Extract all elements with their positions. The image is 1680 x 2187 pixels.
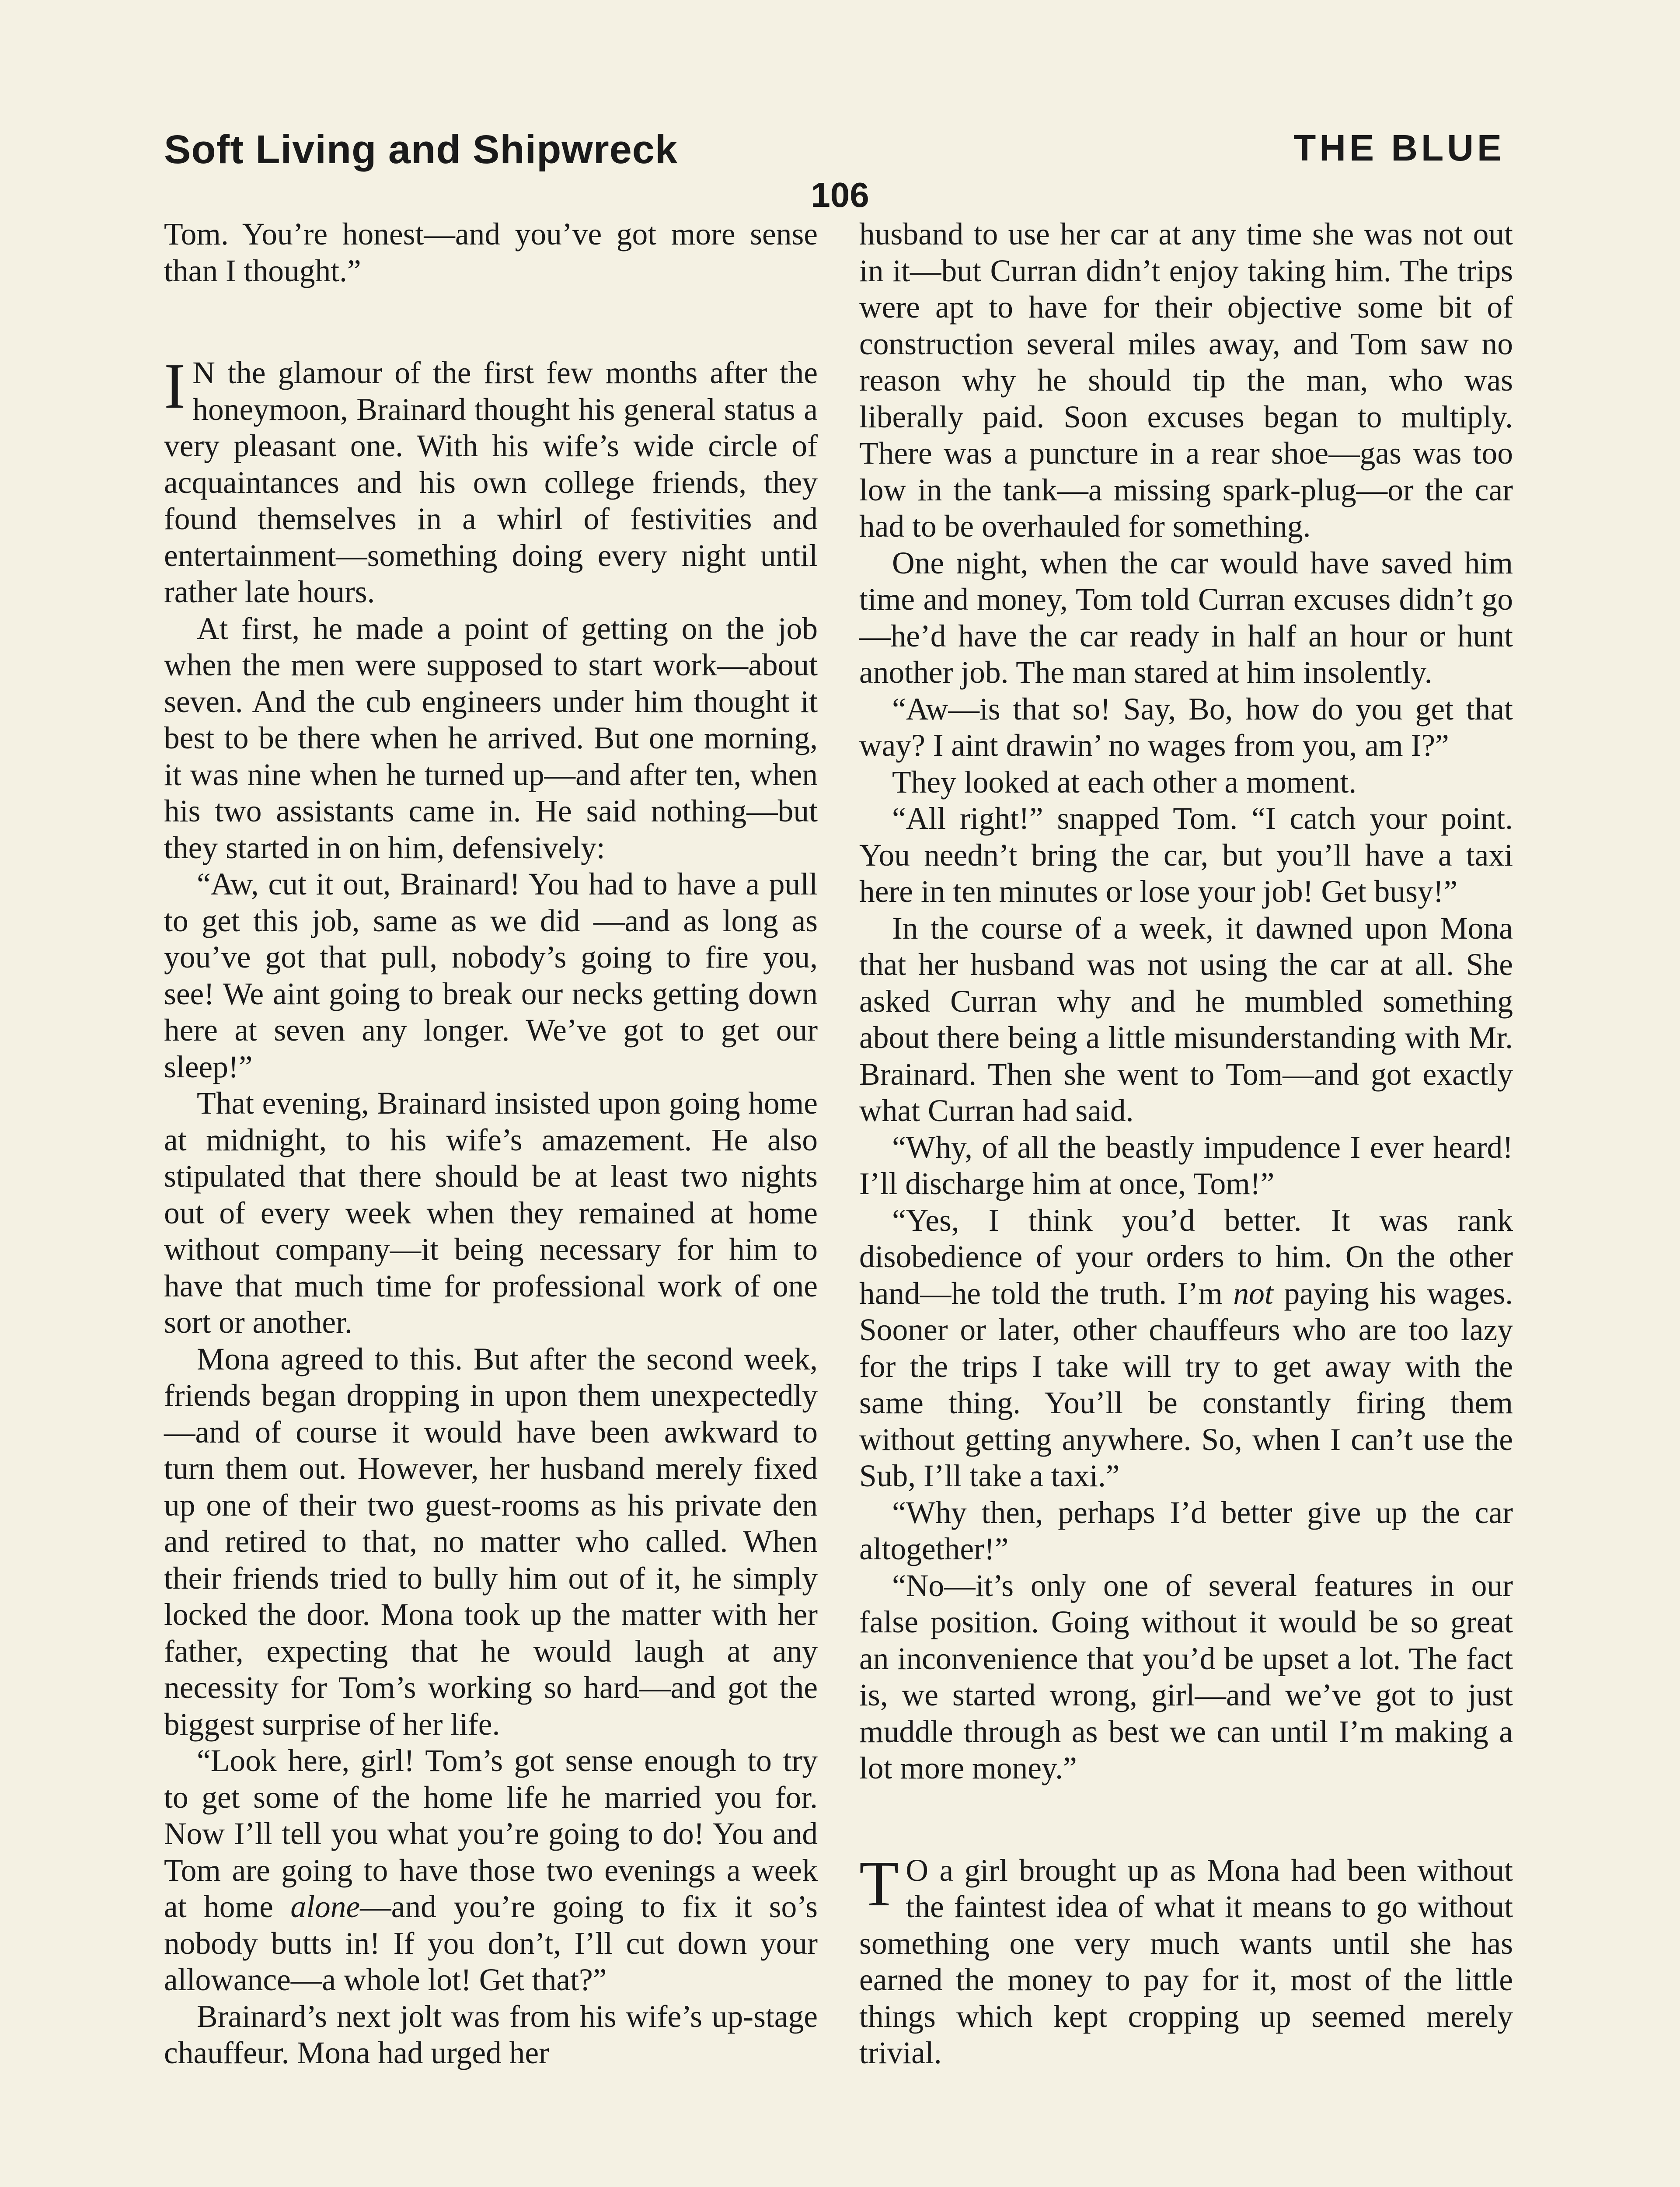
- right-column: [859, 216, 1513, 2072]
- paragraph: “Why, of all the beastly impudence I ever heard! I’ll discharge him at once, Tom!”: [859, 1130, 1513, 1201]
- paragraph-dropcap: [164, 350, 818, 611]
- section-break: [859, 1787, 1513, 1852]
- paragraph: “Why then, perhaps I’d better give up the car altogether!”: [859, 1495, 1513, 1566]
- emphasis: alone: [290, 1890, 360, 1924]
- paragraph: Brainard’s next jolt was from his wife’s up-stage chauffeur. Mona had urged her: [164, 1999, 818, 2070]
- paragraph-text: paying his wages. Sooner or later, other chauffeurs who are too lazy for the trips I take will try to get away with the same thing. You’ll be constantly firing them without getting anywhere. So, when I can’t use the Sub, I’ll take a taxi.”: [859, 1276, 1513, 1493]
- paragraph-text: N the glamour of the first few months after the honeymoon, Brainard thought his general status a very pleasant one. With his wife’s wide circle of acquaintances and his own college friends, they found themselves in a whirl of festivities and entertainment—something doing every night until rather late hours.: [164, 356, 818, 609]
- running-title: Soft Living and Shipwreck: [164, 127, 678, 172]
- paragraph: That evening, Brainard insisted upon going home at midnight, to his wife’s amazement. He also stipulated that there should be at least two nights out of every week when they remained at home without company—it being necessary for him to have that much time for professional work of one sort or another.: [164, 1086, 818, 1340]
- paragraph: Tom. You’re honest—and you’ve got more sense than I thought.”: [164, 217, 818, 288]
- paragraph: “All right!” snapped Tom. “I catch your point. You needn’t bring the car, but you’ll have a taxi here in ten minutes or lose your job! Get busy!”: [859, 801, 1513, 909]
- paragraph: husband to use her car at any time she was not out in it—but Curran didn’t enjoy taking him. The trips were apt to have for their objective some bit of construction several miles away, and Tom saw no reason why he should tip the man, who was liberally paid. Soon excuses began to multiply. There was a puncture in a rear shoe—gas was too low in the tank—a missing spark-plug—or the car had to be overhauled for something.: [859, 217, 1513, 544]
- paragraph: “No—it’s only one of several features in our false position. Going without it would be so great an inconvenience that you’d be upset a lot. The fact is, we started wrong, girl—and we’ve got to just muddle through as best we can until I’m making a lot more money.”: [859, 1568, 1513, 1785]
- drop-cap: T: [859, 1848, 899, 1920]
- paragraph-text: —and you’re going to fix it so’s nobody butts in! If you don’t, I’ll cut down your allowance—a whole lot! Get that?”: [164, 1890, 818, 1997]
- section-break: [164, 289, 818, 355]
- paragraph: In the course of a week, it dawned upon Mona that her husband was not using the car at all. She asked Curran why and he mumbled something about there being a little misunderstanding with Mr. Brainard. Then she went to Tom—and got exactly what Curran had said.: [859, 911, 1513, 1128]
- paragraph: One night, when the car would have saved him time and money, Tom told Curran excuses didn’t go—he’d have the car ready in half an hour or hunt another job. The man stared at him insolently.: [859, 545, 1513, 690]
- paragraph: At first, he made a point of getting on the job when the men were supposed to start work—about seven. And the cub engineers under him thought it best to be there when he arrived. But one morning, it was nine when he turned up—and after ten, when his two assistants came in. He said nothing—but they started in on him, defensively:: [164, 611, 818, 865]
- paragraph-dropcap: [859, 1848, 1513, 2072]
- emphasis: not: [1233, 1276, 1273, 1311]
- paragraph: Mona agreed to this. But after the second week, friends began dropping in upon them unexpectedly—and of course it would have been awkward to turn them out. However, her husband merely fixed up one of their two guest-rooms as his private den and retired to that, no matter who called. When their friends tried to bully him out of it, he simply locked the door. Mona took up the matter with her father, expecting that he would laugh at any necessity for Tom’s working so hard—and got the biggest surprise of her life.: [164, 1342, 818, 1742]
- paragraph-text: “Yes, I think you’d better. It was rank disobedience of your orders to him. On the other hand—he told the truth. I’m: [859, 1203, 1513, 1311]
- paragraph: “Aw—is that so! Say, Bo, how do you get that way? I aint drawin’ no wages from you, am I?”: [859, 692, 1513, 763]
- paragraph: [164, 1743, 818, 1998]
- paragraph-text: O a girl brought up as Mona had been without the faintest idea of what it means to go without something one very much wants until she has earned the money to pay for it, most of the little things which kept cropping up seemed merely trivial.: [859, 1853, 1513, 2070]
- left-column: [164, 216, 818, 2072]
- paragraph: “Aw, cut it out, Brainard! You had to have a pull to get this job, same as we did —and as long as you’ve got that pull, nobody’s going to fire you, see! We aint going to break our necks getting down here at seven any longer. We’ve got to get our sleep!”: [164, 867, 818, 1084]
- paragraph-text: “Look here, girl! Tom’s got sense enough to try to get some of the home life he married you for. Now I’ll tell you what you’re going to do! You and Tom are going to have those two evenings a week at home: [164, 1743, 818, 1924]
- drop-cap: I: [164, 350, 186, 422]
- magazine-name: THE BLUE: [1293, 127, 1505, 168]
- paragraph: [859, 1202, 1513, 1495]
- paragraph: They looked at each other a moment.: [892, 765, 1357, 800]
- page-number: 106: [811, 175, 869, 214]
